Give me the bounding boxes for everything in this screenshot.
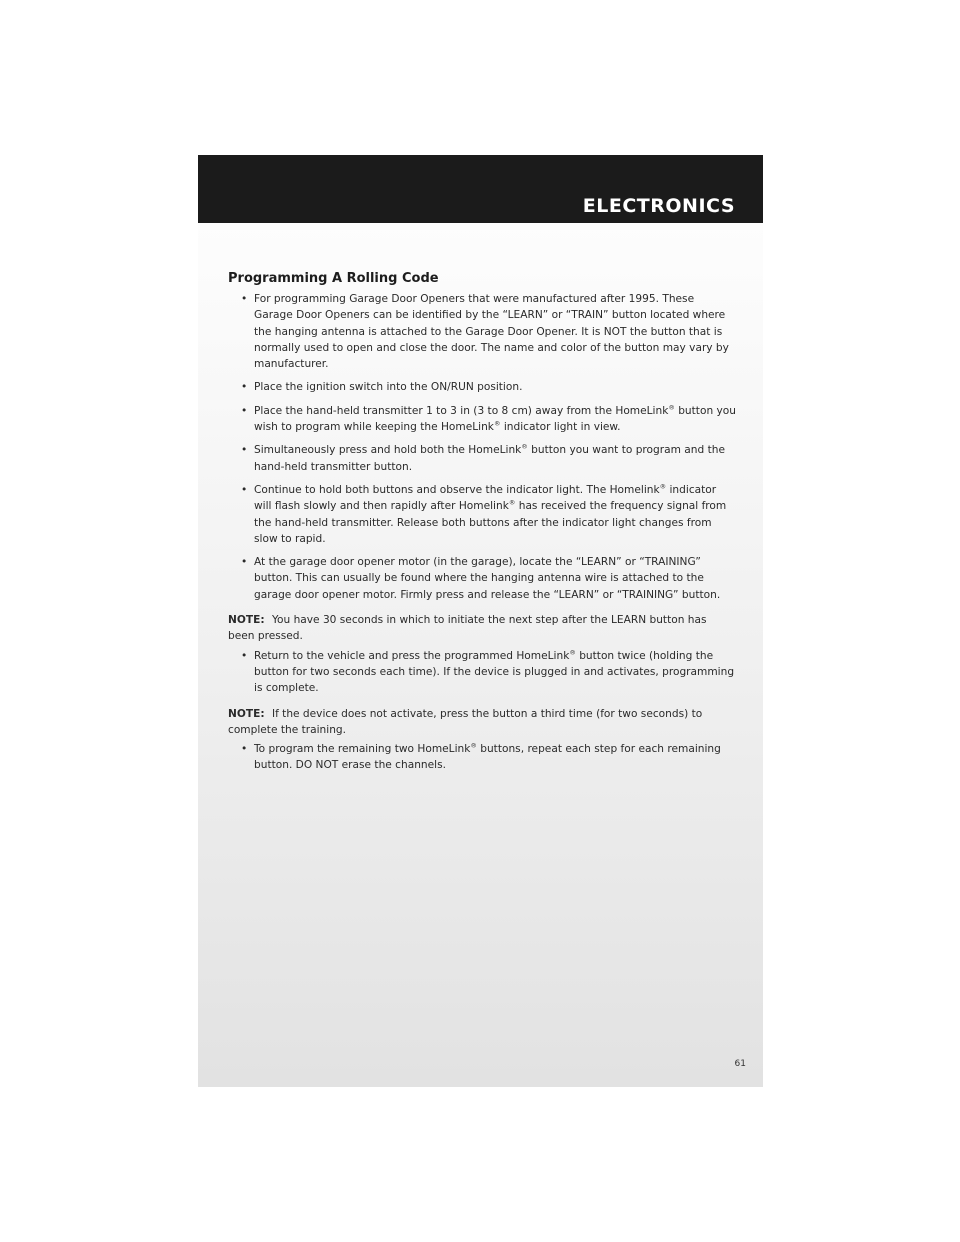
manual-page [198,155,763,1087]
list-item-text: Place the ignition switch into the ON/RUN position. [254,381,523,394]
list-item [230,403,736,436]
list-item-text: Place the hand-held transmitter 1 to 3 in (3 to 8 cm) away from the HomeLink® button you wish to program while keeping the HomeLink® indicator light in view. [254,403,736,434]
note-text: You have 30 seconds in which to initiate the next step after the LEARN button has been pressed. [228,614,707,643]
note-label: NOTE: [228,614,265,627]
note-2 [228,706,736,739]
bullet-icon: • [241,404,248,417]
bullet-icon: • [241,483,248,496]
section-header-title: ELECTRONICS [582,195,735,217]
list-item [230,379,736,395]
section-title: Programming A Rolling Code [228,271,439,286]
note-1 [228,612,736,645]
step-list-1 [230,291,736,603]
list-item [230,554,736,603]
bullet-icon: • [241,649,248,662]
note-text: If the device does not activate, press the button a third time (for two seconds) to complete the training. [228,707,703,736]
list-item-text: To program the remaining two HomeLink® buttons, repeat each step for each remaining button. DO NOT erase the channels. [254,741,721,772]
bullet-icon: • [241,293,248,305]
list-item-text: Return to the vehicle and press the programmed HomeLink® button twice (holding the button for two seconds each time). If the device is plugged in and activates, programming is complete. [254,648,735,695]
list-item [230,442,736,475]
list-item-text: Simultaneously press and hold both the HomeLink® button you want to program and the hand-held transmitter button. [254,442,725,473]
page-number: 61 [734,1059,746,1069]
header-bar [198,155,763,223]
list-item-text: At the garage door opener motor (in the garage), locate the “LEARN” or “TRAINING” button. This can usually be found where the hanging antenna wire is attached to the garage door opener motor. Firmly press and release the “LEARN” or “TRAINING” button. [254,556,721,601]
page-content [230,271,736,781]
bullet-icon: • [241,556,248,569]
list-item [230,291,736,372]
list-item [230,741,736,774]
step-list-2 [230,648,736,697]
bullet-icon: • [241,381,248,394]
list-item-text: For programming Garage Door Openers that were manufactured after 1995. These Garage Door Openers can be identified by the “LEARN” or “TRAIN” button located where the hanging antenna is attached to the Garage Door Opener. It is NOT the button that is normally used to open and close the door. The name and color of the button may vary by manufacturer. [254,293,729,371]
step-list-3 [230,741,736,774]
bullet-icon: • [241,444,248,457]
note-label: NOTE: [228,707,265,720]
list-item-text: Continue to hold both buttons and observe the indicator light. The Homelink® indicator will flash slowly and then rapidly after Homelink® has received the frequency signal from the hand-held transmitter. Release both buttons after the indicator light changes from slow to rapid. [254,482,727,545]
bullet-icon: • [241,743,248,756]
list-item [230,482,736,547]
list-item [230,648,736,697]
